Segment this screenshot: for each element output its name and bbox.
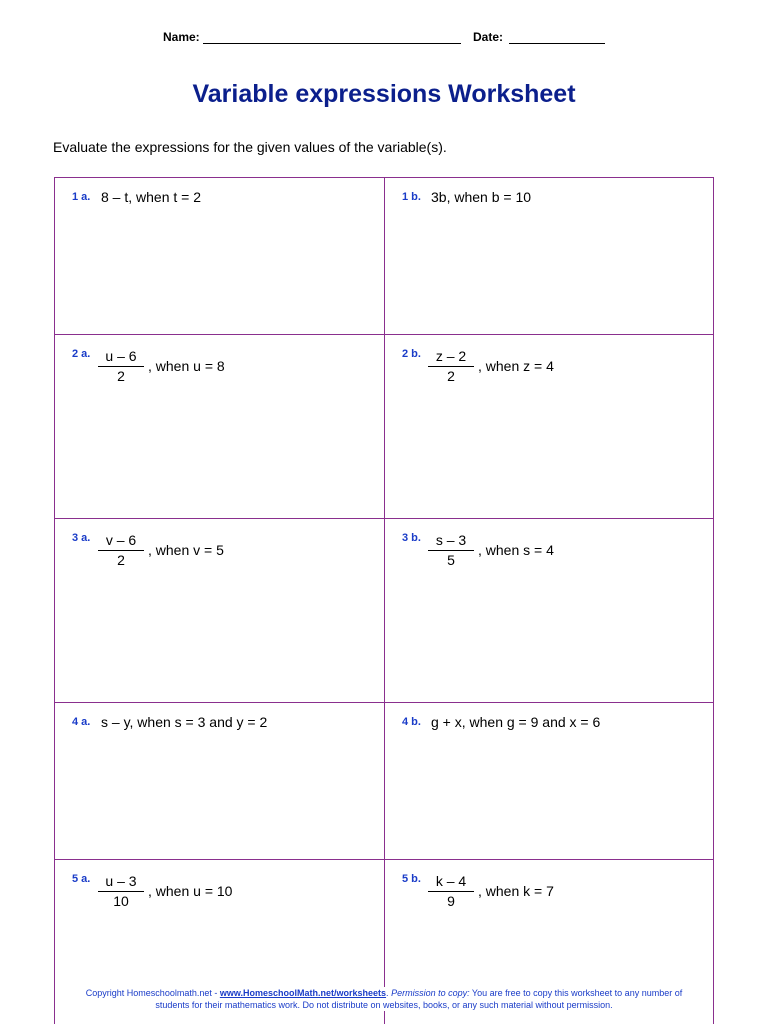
- problem-4b: [385, 703, 714, 859]
- fraction-bar: [98, 891, 144, 892]
- fraction-numerator: u – 3: [105, 873, 137, 889]
- fraction-denominator: 10: [113, 893, 129, 909]
- problem-condition: , when k = 7: [478, 883, 554, 899]
- problem-number: 5 a.: [72, 873, 91, 885]
- fraction: [98, 348, 144, 385]
- fraction-denominator: 2: [117, 368, 125, 384]
- instructions: Evaluate the expressions for the given values of the variable(s).: [53, 139, 447, 155]
- fraction-denominator: 5: [447, 552, 455, 568]
- fraction-numerator: u – 6: [105, 348, 137, 364]
- permission-text: You are free to copy this worksheet to any number of students for their mathematics work. Do not distribute on websites, books, or any such material without permission.: [155, 988, 683, 1010]
- fraction-bar: [98, 366, 144, 367]
- fraction: [98, 873, 144, 910]
- problem-1b: [385, 178, 714, 334]
- fraction: [428, 348, 474, 385]
- fraction-bar: [428, 366, 474, 367]
- problem-number: 3 a.: [72, 532, 91, 544]
- fraction-denominator: 2: [117, 552, 125, 568]
- problem-condition: , when z = 4: [478, 358, 554, 374]
- problem-condition: , when u = 8: [148, 358, 225, 374]
- problem-number: 4 b.: [402, 716, 421, 728]
- name-label: Name:: [163, 30, 200, 44]
- name-blank-line[interactable]: [203, 43, 461, 44]
- problem-expression: g + x, when g = 9 and x = 6: [431, 714, 601, 730]
- problem-number: 4 a.: [72, 716, 91, 728]
- problem-condition: , when v = 5: [148, 542, 224, 558]
- problem-4a: [55, 703, 384, 859]
- problem-expression: 3b, when b = 10: [431, 189, 532, 205]
- fraction-numerator: v – 6: [105, 532, 137, 548]
- problem-3a: [55, 519, 384, 702]
- fraction-denominator: 9: [447, 893, 455, 909]
- problem-number: 2 a.: [72, 348, 91, 360]
- problem-condition: , when s = 4: [478, 542, 554, 558]
- fraction: [98, 532, 144, 569]
- footer-separator: .: [386, 988, 392, 998]
- fraction-numerator: z – 2: [435, 348, 467, 364]
- fraction-bar: [428, 891, 474, 892]
- problem-expression: s – y, when s = 3 and y = 2: [101, 714, 268, 730]
- fraction: [428, 532, 474, 569]
- page-title: Variable expressions Worksheet: [192, 80, 576, 108]
- problem-1a: [55, 178, 384, 334]
- worksheets-link[interactable]: www.HomeschoolMath.net/worksheets: [219, 988, 387, 998]
- problem-grid: [54, 177, 714, 1024]
- problem-expression: 8 – t, when t = 2: [101, 189, 202, 205]
- problem-number: 3 b.: [402, 532, 421, 544]
- date-blank-line[interactable]: [509, 43, 605, 44]
- problem-2a: [55, 335, 384, 518]
- fraction-numerator: k – 4: [435, 873, 467, 889]
- fraction: [428, 873, 474, 910]
- problem-2b: [385, 335, 714, 518]
- date-label: Date:: [473, 30, 504, 44]
- problem-number: 1 a.: [72, 191, 91, 203]
- name-date-header: [0, 30, 768, 48]
- problem-number: 1 b.: [402, 191, 421, 203]
- copyright-footer: [80, 987, 688, 1011]
- problem-condition: , when u = 10: [148, 883, 233, 899]
- fraction-bar: [98, 550, 144, 551]
- fraction-numerator: s – 3: [435, 532, 467, 548]
- fraction-denominator: 2: [447, 368, 455, 384]
- problem-number: 2 b.: [402, 348, 421, 360]
- fraction-bar: [428, 550, 474, 551]
- permission-label: Permission to copy:: [391, 988, 470, 998]
- problem-3b: [385, 519, 714, 702]
- problem-number: 5 b.: [402, 873, 421, 885]
- copyright-text: Copyright Homeschoolmath.net -: [85, 988, 220, 998]
